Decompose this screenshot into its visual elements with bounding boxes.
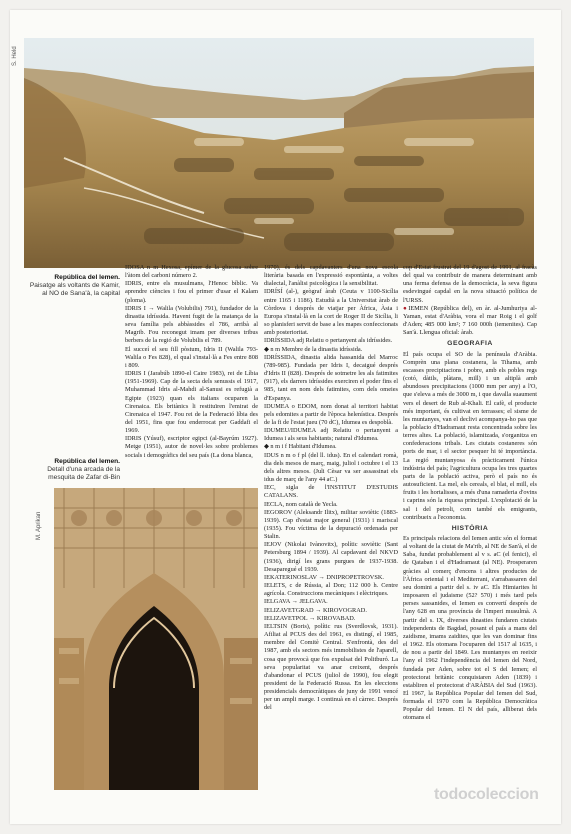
entry-idrissida-n: ◆ n m Membre de la dinastia idríssida.: [264, 345, 363, 353]
entry-iecla: IECLA, nom català de Yecla.: [264, 500, 338, 508]
entry-iemen: [403, 305, 537, 338]
entry-idris-i-libia: IDRIS I (Jarabúb 1890-el Caire 1983), rei de Líbia (1951-1969). Cap de la secta dels senussis el 1917, Muhammad Idris al-Mahdi al-Sanusi es refugià a Egipte (1923) quan els italians ocuparen la Cirenaica. Els britànics li restituïren l'emirat de Cirenaica el 1947. Fou rei de la Federació líbia des del 1951, fins que fou enderrocat per Gaddafi el 1969.: [125, 370, 258, 435]
entry-idumea: IDUMEA o EDOM, nom donat al territori habitat pels edomites a partir de l'època helenística. Després de la fi de l'estat jueu (70 dC), Idumea es despoblà.: [264, 402, 398, 426]
entry-idris-i-walila: IDRIS I → Walila (Volubilis) 791), fundador de la dinastia idríssida. Havent fugit de la matança de la seva família pels abbàssides el 786, arribà al Magrib. Fou reconegut imam per diverses tribus berbers de la regió de Volubilis el 789.: [125, 304, 258, 345]
entry-idris-ii: El succeí el seu fill pòstum, Idris II (Walila 793-Walila o Fes 828), el qual s'instal·là a Fes entre 808 i 809.: [125, 345, 258, 369]
photo-credit-bottom: M. Aprikan: [36, 511, 42, 540]
landscape-illustration: [24, 38, 534, 268]
caption-arch-title: República del Iemen.: [54, 458, 120, 465]
entry-idrisi: IDRÍSÍ (al-), geògraf àrab (Ceuta v 1100-Sicília entre 1165 i 1186). Estudià a la Universitat àrab de Còrdova i després de viatjar per Àfrica, Àsia i Europa s'instal·là en la cort de Roger II de Sicília, li so planisferi servit de base a les mapes confeccionats amb posterioritat.: [264, 288, 398, 337]
entry-iegorov: IEGOROV (Aleksandr Ilitx), militar soviètic (1883-1939). Cap d'estat major general (1931) i mariscal (1935). Fou víctima de la depuració ordenada per Stalin.: [264, 508, 398, 541]
entry-idrissida-adj: IDRÍSSIDA adj Relatiu o pertanyent als idríssides.: [264, 337, 393, 345]
column-2: [264, 264, 398, 812]
column-1: [125, 264, 258, 482]
landscape-photo: [24, 38, 534, 268]
entry-ielizavetgrad: IELIZAVETGRAD → KIROVOGRAD.: [264, 606, 367, 614]
entry-iekaterinoslav: IEKATERINOSLAV → DNIPROPETROVSK.: [264, 573, 384, 581]
geography-text: El país ocupa el SO de la península d'Aràbia. Comprèn una plana costanera, la Tihama, amb escasses precipitacions i pobre, amb els pobles regs (cotó, dàtils, plàtans, mill) i un altiplà amb abundoses precipitacions (1000 mm per any) a l'O, que s'eleva a més de 3000 m, i que davalla suaument vers el desert de Rub al-Khali. El cafè, el producte més important, és cultivat en terrasses; el sisme de les muntanyes, van el declivi acompanya-ho pas que la poblacio d'Hadramaut resta concentrada sobre les terres altes. La població, islamitzada, s'organitza en confederacions tribals. Les ciutats costaneres són ports de mar, i el sector pesquer hi té importància. La regió muntanyosa és pràcticament l'única indústria del país; l'agricultura ocupa les tres quartes parts de la població activa, però el país no és autosuficient. La mel, els cereals, el blat, el mill, els fruits i les hortalisses, a més d'una ramaderia d'ovins i caprins són la riquesa principal. L'explotació de la sal i del petroli, com també els emigrants, contribueix a l'economia.: [403, 350, 537, 521]
caption-arch: [24, 458, 120, 482]
entry-idumeu-adj: IDUMEU/IDUMEA adj Relatiu o pertanyent a Idumea i als seus habitants; natural d'Idumea.: [264, 427, 398, 443]
mosque-arch-illustration: [54, 488, 258, 790]
caption-landscape-title: República del Iemen.: [54, 274, 120, 281]
red-bullet-icon: ●: [403, 304, 409, 312]
entry-ieltsin: IELTSIN (Boris), polític rus (Sverdlovsk, 1931). Afiliat al PCUS des del 1961, es distingí, el 1985, membre del Comitè Central. S'enfrontà, des del 1987, amb els sectors més immobilistes de l'aparell, cosa que provocà que fos expulsat del Politburó. La seva popularitat va anar creixent, després d'abandonar el PCUS (juliol de 1990), fou elegit president de la Federació Russa. En les eleccions presidencials democràtiques de juny de 1991 vencé per un ampli marge. I continuà en el càrrec. Després del: [264, 622, 398, 712]
entry-ielets: IELETS, c de Rússia, al Don; 112 000 h. Centre agrícola. Construccions mecàniques i elèctriques.: [264, 582, 398, 598]
column-3: [403, 264, 537, 812]
entry-ieltsin-cont: cop d'Estat frustrat del 19 d'agost de 1991, al fracàs del qual va contribuir de manera determinant amb una ferma defensa de la democràcia, la seva figura esdevingué capdal en la nova situació política de l'URSS.: [403, 264, 537, 304]
entry-continuation: 1970), és dels capdavanters d'una nova escola literària basada en l'expressió espontània, a voltes dialectal, l'anàlisi psicològica i la sensibilitat.: [264, 264, 398, 288]
section-geography: GEOGRAFIA: [447, 340, 493, 348]
entry-idrissida-dinastia: IDRÍSSIDA, dinastia alida hassanida del Marroc (789-985). Fundada per Idris I, decaigué després d'Idris II (828). Després de sotmetre les als fatimites (917), els darrers idríssides exerciren el poder fins el 985, tant en nom dels fatimites, com dels omeies d'Espanya.: [264, 353, 398, 402]
watermark-text: todocoleccion: [434, 786, 539, 803]
history-text: Es principals relacions del Iemen antic són el format al voltant de la ciutat de Ma'rib, al NE de San'à, el de Saba, fundat probablement al v s. aC (el fenici), el de Qataban i el d'Hadramaut (al NE). Prosperaren gràcies al comerç d'encens i altres productes de l'Àfrica oriental i el Mediterrani, s'arrabassaren del seu domini a partir del s. iv aC. Els Himiarites hi imposaren el judaisme (52? 570) i més tard pels perses sassanides, el Iemen es convertí després de l'any 628 en una província de l'imperi musulmà. A partir del s. IX, diverses dinasties fundaren ciutats independents de Bagdad, posant el país a mans del zaidisme, imams zaidites, que les van dominar fins el 1962. Els otomans l'ocuparen del 1517 al 1635, i de nou a partir del 1849. Les muntanyes en reeixir l'any el 1962 l'independència del Iemen del Nord, fundada per Aden, sobre tot el S del Iemen; el protectorat britànic conquistaren Aden (1839) i establiren el protectorat d'ARÀBIA del Sud (1963). El 1967, la República Popular del Iemen del Sud, formada el 1970 com la República Democràtica Popular del Iemen. El N del país, alliberat dels otomans el: [403, 535, 537, 722]
entry-iec: IEC, sigla de l'INSTITUT D'ESTUDIS CATALANS.: [264, 484, 398, 500]
entry-idosa: IDOSA n m Hexosa, epímer de la glucosa sobre l'àtom del carboni número 2.: [125, 264, 258, 280]
caption-landscape: [24, 274, 120, 298]
entry-idumeu-n: ◆ n m i f Habitant d'Idumea.: [264, 443, 337, 451]
entry-ielizavetpol: IELIZAVETPOL → KIROVABAD.: [264, 614, 356, 622]
entry-idus: IDUS n m o f pl (del ll. idus). En el calendari romà, dia dels mesos de març, maig, juliol i octubre i el 13 dels altres mesos. (Juli Cèsar va ser assassinat els idus de març de l'any 44 aC.): [264, 451, 398, 484]
caption-landscape-text: Paisatge als voltants de Kamir, al NO de Sana'à, la capital: [29, 282, 120, 297]
caption-arch-text: Detall d'una arcada de la mesquita de Zafar di-Bin: [47, 466, 120, 481]
page: [10, 10, 561, 824]
entry-iejov: IEJOV (Nikolai Ivànovitx), polític soviètic (Sant Petersburg 1894 / 1939). Al capdavant del NKVD (1936), dirigí les grans purgues de 1937-1938. Desaparegué el 1939.: [264, 541, 398, 573]
watermark: [434, 786, 539, 804]
entry-ielgava: IELGAVA → JELGAVA.: [264, 598, 328, 606]
photo-credit-top: S. Held: [12, 46, 18, 66]
mosque-arch-photo: [54, 488, 258, 790]
entry-idris: IDRIS, entre els musulmans, l'Henoc bíblic. Va aprendre ciències i fou el primer d'usar el Kalam (ploma).: [125, 280, 258, 304]
entry-idris-yusuf: IDRIS (Yúsuf), escriptor egipci (al-Bayrúm 1927). Metge (1951), autor de novel·les sobre problemes socials i demogràfics del seu país (La dona blanca,: [125, 435, 258, 459]
section-history: HISTÒRIA: [451, 524, 489, 532]
entry-iemen-text: IEMEN (República del), en àr. al-Jumhuriya al-Yaman, estat d'Aràbia, vora el mar Roig i el golf d'Aden; 485 000 km²; 7 160 000h (iemenites). Cap San'à. Llengua oficial: àrab.: [403, 304, 537, 337]
